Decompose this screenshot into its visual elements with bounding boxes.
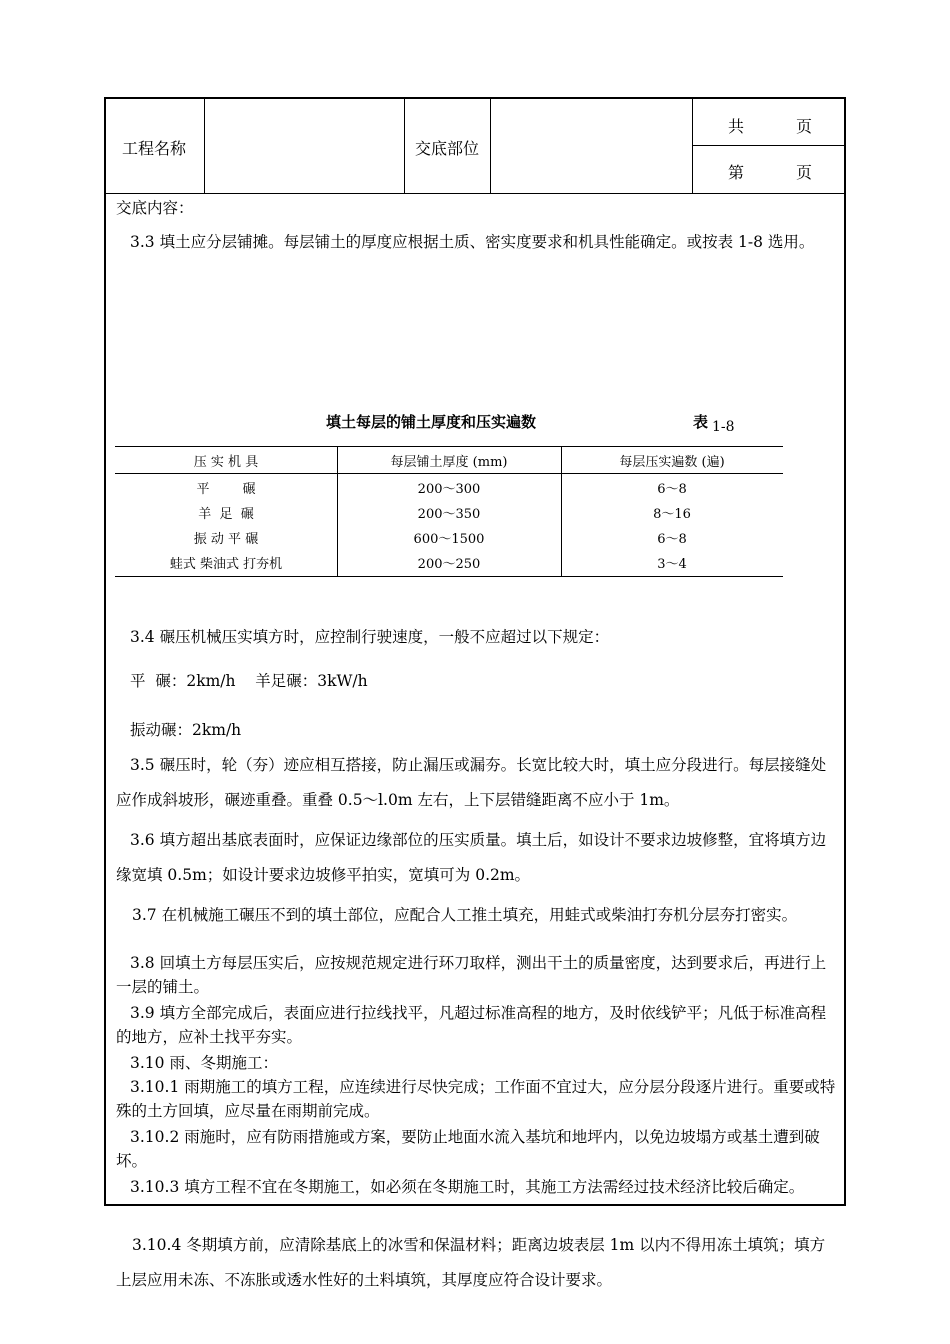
total-pages-label: 共	[728, 117, 745, 136]
table-header-cell: 每层压实遍数 (遍)	[619, 455, 725, 470]
handover-form	[104, 97, 846, 1289]
divider	[490, 99, 491, 193]
table-cell: 200～300	[417, 482, 481, 497]
table-cell: 3～4	[657, 557, 687, 572]
page-number-unit: 页	[796, 163, 813, 182]
paragraph-3-10-2: 3.10.2 雨施时，应有防雨措施或方案，要防止地面水流入基坑和地坪内，以免边坡塌方或基土遭到破坏。	[116, 1128, 820, 1170]
table-cell: 振 动 平 碾	[193, 532, 259, 547]
table-cell: 平 碾	[196, 482, 256, 497]
table-top-rule	[115, 446, 783, 447]
paragraph-3-4: 3.4 碾压机械压实填方时，应控制行驶速度，一般不应超过以下规定：	[130, 628, 610, 646]
paragraph-3-3: 3.3 填土应分层铺摊。每层铺土的厚度应根据土质、密实度要求和机具性能确定。或按表 1-8 选用。	[130, 233, 815, 251]
table-header-cell: 每层铺土厚度 (mm)	[390, 455, 508, 470]
paragraph-3-8: 3.8 回填土方每层压实后，应按规范规定进行环刀取样，测出干土的质量密度，达到要求后，再进行上一层的铺土。	[116, 954, 827, 996]
table-cell: 6～8	[657, 482, 687, 497]
speed-limit-line-2: 振动碾：2km/h	[130, 721, 242, 739]
table-cell: 200～350	[417, 507, 481, 522]
paragraph-3-10-3: 3.10.3 填方工程不宜在冬期施工，如必须在冬期施工时，其施工方法需经过技术经济比较后确定。	[130, 1178, 805, 1196]
table-cell: 600～1500	[413, 532, 485, 547]
total-pages-unit: 页	[796, 117, 813, 136]
paragraph-3-10-4: 3.10.4 冬期填方前，应清除基底上的冰雪和保温材料；距离边坡表层 1m 以内不得用冻土填筑；填方上层应用未冻、不冻胀或透水性好的土料填筑，其厚度应符合设计要求。	[116, 1236, 826, 1289]
divider	[692, 99, 693, 193]
divider	[204, 99, 205, 193]
table-cell: 羊 足 碾	[198, 507, 254, 522]
handover-location-label: 交底部位	[415, 139, 480, 158]
paragraph-3-5: 3.5 碾压时，轮（夯）迹应相互搭接，防止漏压或漏夯。长宽比较大时，填土应分段进行。每层接缝处应作成斜坡形，碾迹重叠。重叠 0.5～l.0m 左右，上下层错缝距离不应小于 1m。	[116, 756, 827, 809]
speed-limit-line-1: 平 碾：2km/h 羊足碾：3kW/h	[130, 672, 368, 690]
content-heading: 交底内容：	[116, 199, 194, 217]
divider	[404, 99, 405, 193]
paragraph-3-10: 3.10 雨、冬期施工：	[130, 1054, 278, 1072]
table-header-cell: 压 实 机 具	[193, 455, 259, 470]
table-cell: 8～16	[653, 507, 691, 522]
paragraph-3-9: 3.9 填方全部完成后，表面应进行拉线找平，凡超过标准高程的地方，及时依线铲平；凡低于标准高程的地方，应补土找平夯实。	[116, 1004, 827, 1046]
page-number-label: 第	[728, 163, 745, 182]
table-cell: 蛙式 柴油式 打夯机	[169, 557, 283, 572]
project-name-label: 工程名称	[122, 139, 187, 158]
divider	[692, 145, 844, 146]
table-cell: 200～250	[417, 557, 481, 572]
table-title: 填土每层的铺土厚度和压实遍数	[326, 413, 537, 431]
table-bottom-rule	[115, 576, 783, 577]
table-cell: 6～8	[657, 532, 687, 547]
table-label: 表	[693, 413, 709, 431]
paragraph-3-6: 3.6 填方超出基底表面时，应保证边缘部位的压实质量。填土后，如设计不要求边坡修整，宜将填方边缘宽填 0.5m；如设计要求边坡修平拍实，宽填可为 0.2m。	[116, 831, 827, 884]
paragraph-3-7: 3.7 在机械施工碾压不到的填土部位，应配合人工推土填充，用蛙式或柴油打夯机分层夯打密实。	[132, 906, 798, 924]
table-header-rule	[115, 473, 783, 474]
paragraph-3-10-1: 3.10.1 雨期施工的填方工程，应连续进行尽快完成；工作面不宜过大，应分层分段逐片进行。重要或特殊的土方回填，应尽量在雨期前完成。	[116, 1078, 836, 1120]
form-header	[106, 99, 844, 194]
table-number: 1-8	[712, 419, 735, 435]
